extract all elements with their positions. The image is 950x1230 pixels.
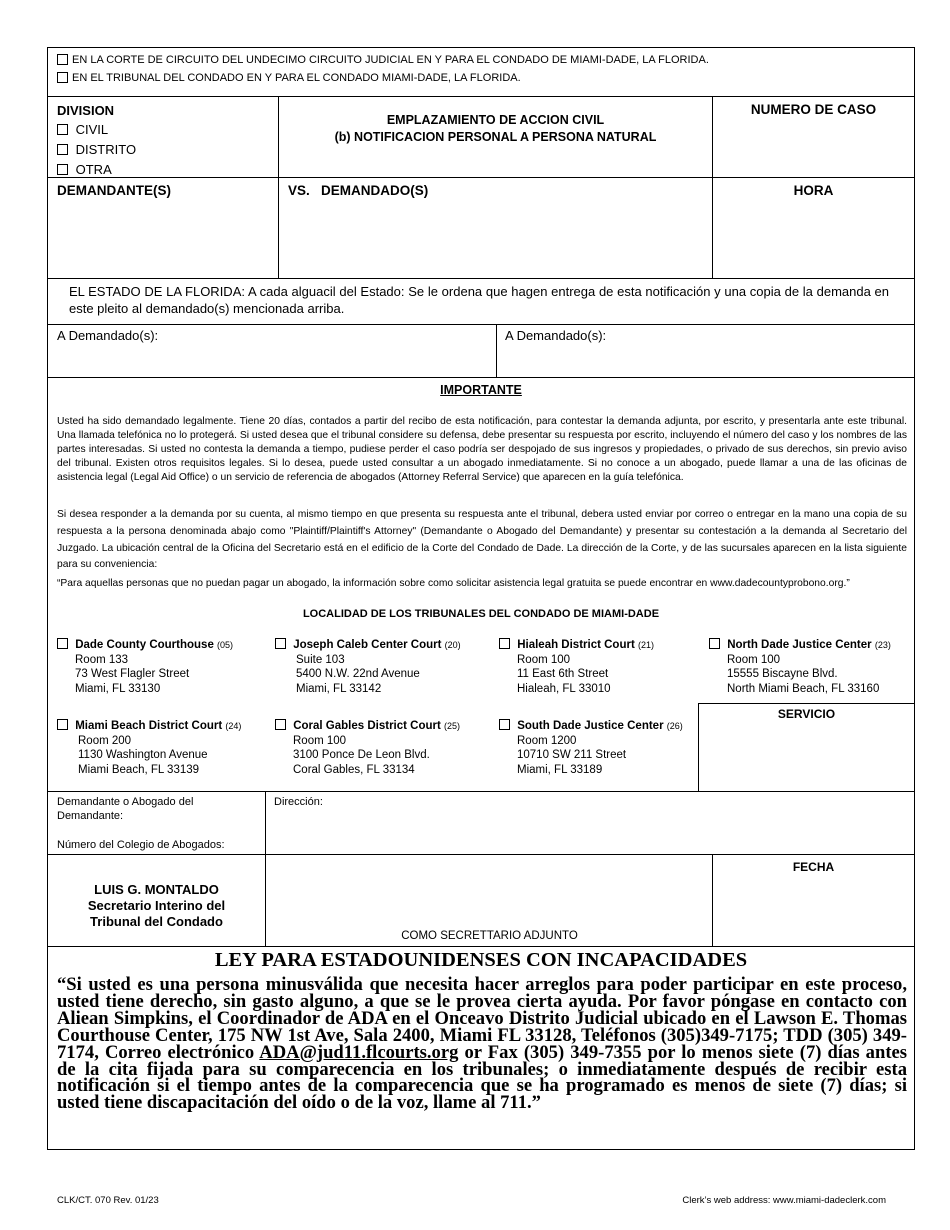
clerk-signature-block: LUIS G. MONTALDO Secretario Interino del Tribunal del Condado: [87, 882, 226, 929]
court-option-circuit[interactable]: EN LA CORTE DE CIRCUITO DEL UNDECIMO CIRCUITO JUDICIAL EN Y PARA EL CONDADO DE MIAMI-DADE, LA FLORIDA.: [57, 53, 709, 67]
divider: [48, 278, 914, 279]
checkbox-icon[interactable]: [57, 164, 68, 175]
division-label: DIVISION: [57, 103, 115, 118]
ada-notice: “Si usted es una persona minusválida que necesita hacer arreglos para poder participar en este proceso, usted tiene derecho, sin gasto alguno, a que se le provea cierta ayuda. Por favor póngase en contacto con Aliean Simpkins, el Coordinador de ADA en el Onceavo Distrito Judicial ubicado en el Lawson E. Thomas Courthouse Center, 175 NW 1st Ave, Sala 2400, Miami FL 33128, Teléfonos (305)349-7175; TDD (305) 349-7174, Correo electrónico ADA@jud11.flcourts.org or Fax (305) 349-7355 por lo menos siete (7) días antes de la cita fijada para su comparecencia en los tribunales; o inmediatamente después de recibir esta notificación si el tiempo antes de la comparecencia que se ha programado es menos de siete (7) días; si usted tiene discapacitación del oído o de la voz, llame al 711.”: [57, 974, 908, 1114]
division-option-otra[interactable]: OTRA: [57, 160, 136, 180]
divider: [48, 324, 914, 325]
divider: [48, 946, 914, 947]
form-number: CLK/CT. 070 Rev. 01/23: [57, 1195, 159, 1206]
court-dade-county-courthouse[interactable]: Dade County Courthouse (05) Room 133 73 West Flagler Street Miami, FL 33130: [57, 638, 233, 696]
versus-label: VS. DEMANDADO(S): [288, 183, 429, 198]
divider: [496, 324, 497, 377]
ada-heading: LEY PARA ESTADOUNIDENSES CON INCAPACIDADES: [214, 949, 748, 971]
divider: [698, 703, 914, 704]
divider: [265, 791, 266, 946]
court-hialeah-district[interactable]: Hialeah District Court (21) Room 100 11 East 6th Street Hialeah, FL 33010: [499, 638, 654, 696]
division-options: [57, 120, 136, 180]
bar-number-label: Número del Colegio de Abogados:: [57, 839, 225, 851]
divider: [48, 96, 914, 97]
checkbox-icon[interactable]: [57, 638, 68, 649]
form-title: EMPLAZAMIENTO DE ACCION CIVIL (b) NOTIFICACION PERSONAL A PERSONA NATURAL: [334, 113, 657, 144]
court-coral-gables-district[interactable]: Coral Gables District Court (25) Room 100 3100 Ponce De Leon Blvd. Coral Gables, FL 33134: [275, 719, 460, 777]
service-label: SERVICIO: [777, 707, 836, 721]
important-paragraph-1: Usted ha sido demandado legalmente. Tiene 20 días, contados a partir del recibo de esta notificación, para contestar la demanda adjunta, por escrito, y presentarla ante este tribunal. Una llamada telefónica no lo protegerá. Si usted desea que el tribunal considere su defensa, debe presentar su respuesta por escrito, incluyendo el número del caso y los nombres de las partes interesadas. Si usted no contesta la demanda a tiempo, pudiese perder el caso podría ser despojado de sus ingresos y propiedades, o privado de sus derechos, sin previo aviso del tribunal. Existen otros requisitos legales. Si lo desea, puede usted consultar a un abogado inmediatamente. Si no conoce a un abogado, puede llamar a una de las oficinas de asistencia legal (Legal Aid Office) o un servicio de referencia de abogados (Attorney Referral Service) que aparecen en la guía telefónica.: [57, 416, 907, 483]
divider: [48, 377, 914, 378]
to-defendant-label-2: A Demandado(s):: [505, 328, 607, 343]
ada-email-link[interactable]: ADA@jud11.flcourts.org: [259, 1041, 459, 1063]
division-option-distrito[interactable]: DISTRITO: [57, 140, 136, 160]
important-paragraph-2: Si desea responder a la demanda por su cuenta, al mismo tiempo en que presenta su respuesta ante el tribunal, debera usted enviar por correo o entregar en la mano una copia de su respuesta a la persona denominada abajo como "Plaintiff/Plaintiff's Attorney" (Demandante o Abogado del Demandante) y presentar su contestación a la demanda al Secretario del Juzgado. La ubicación central de la Oficina del Secretario está en el edificio de la Corte del Condado de Dade. La dirección de la Corte, y de las sucursales aparecen en la lista siguiente para su conveniencia:: [57, 509, 907, 571]
checkbox-icon[interactable]: [499, 638, 510, 649]
checkbox-icon[interactable]: [57, 719, 68, 730]
court-south-dade-justice-center[interactable]: South Dade Justice Center (26) Room 1200 10710 SW 211 Street Miami, FL 33189: [499, 719, 683, 777]
court-north-dade-justice-center[interactable]: North Dade Justice Center (23) Room 100 15555 Biscayne Blvd. North Miami Beach, FL 33160: [709, 638, 891, 696]
state-order: EL ESTADO DE LA FLORIDA: A cada alguacil del Estado: Se le ordena que hagen entrega de esta notificación y una copia de la demanda en este pleito al demandado(s) mencionada arriba.: [69, 284, 889, 316]
case-number-label: NUMERO DE CASO: [750, 102, 877, 117]
locations-heading: LOCALIDAD DE LOS TRIBUNALES DEL CONDADO DE MIAMI-DADE: [302, 608, 660, 620]
checkbox-icon[interactable]: [57, 124, 68, 135]
plaintiff-label: DEMANDANTE(S): [57, 183, 171, 198]
checkbox-icon[interactable]: [709, 638, 720, 649]
checkbox-icon[interactable]: [499, 719, 510, 730]
clerk-web-address: Clerk’s web address: www.miami-dadeclerk.com: [682, 1195, 886, 1206]
summons-form: [47, 47, 915, 1150]
court-miami-beach-district[interactable]: Miami Beach District Court (24) Room 200 1130 Washington Avenue Miami Beach, FL 33139: [57, 719, 241, 777]
court-option-county[interactable]: EN EL TRIBUNAL DEL CONDADO EN Y PARA EL CONDADO MIAMI-DADE, LA FLORIDA.: [57, 71, 521, 85]
divider: [48, 854, 914, 855]
important-heading: IMPORTANTE: [440, 383, 522, 397]
date-label: FECHA: [792, 860, 835, 874]
address-label: Dirección:: [274, 796, 323, 808]
divider: [48, 177, 914, 178]
checkbox-icon[interactable]: [57, 72, 68, 83]
divider: [48, 791, 914, 792]
court-joseph-caleb-center[interactable]: Joseph Caleb Center Court (20) Suite 103 5400 N.W. 22nd Avenue Miami, FL 33142: [275, 638, 461, 696]
important-paragraph-3: “Para aquellas personas que no puedan pagar un abogado, la información sobre como solicitar asistencia legal gratuita se puede encontrar en www.dadecountyprobono.org.”: [57, 578, 850, 589]
attorney-label: Demandante o Abogado del Demandante:: [57, 796, 194, 822]
checkbox-icon[interactable]: [57, 144, 68, 155]
deputy-clerk-label: COMO SECRETTARIO ADJUNTO: [401, 930, 578, 942]
time-label: HORA: [793, 183, 834, 198]
to-defendant-label-1: A Demandado(s):: [57, 328, 159, 343]
checkbox-icon[interactable]: [57, 54, 68, 65]
checkbox-icon[interactable]: [275, 638, 286, 649]
division-option-civil[interactable]: CIVIL: [57, 120, 136, 140]
checkbox-icon[interactable]: [275, 719, 286, 730]
